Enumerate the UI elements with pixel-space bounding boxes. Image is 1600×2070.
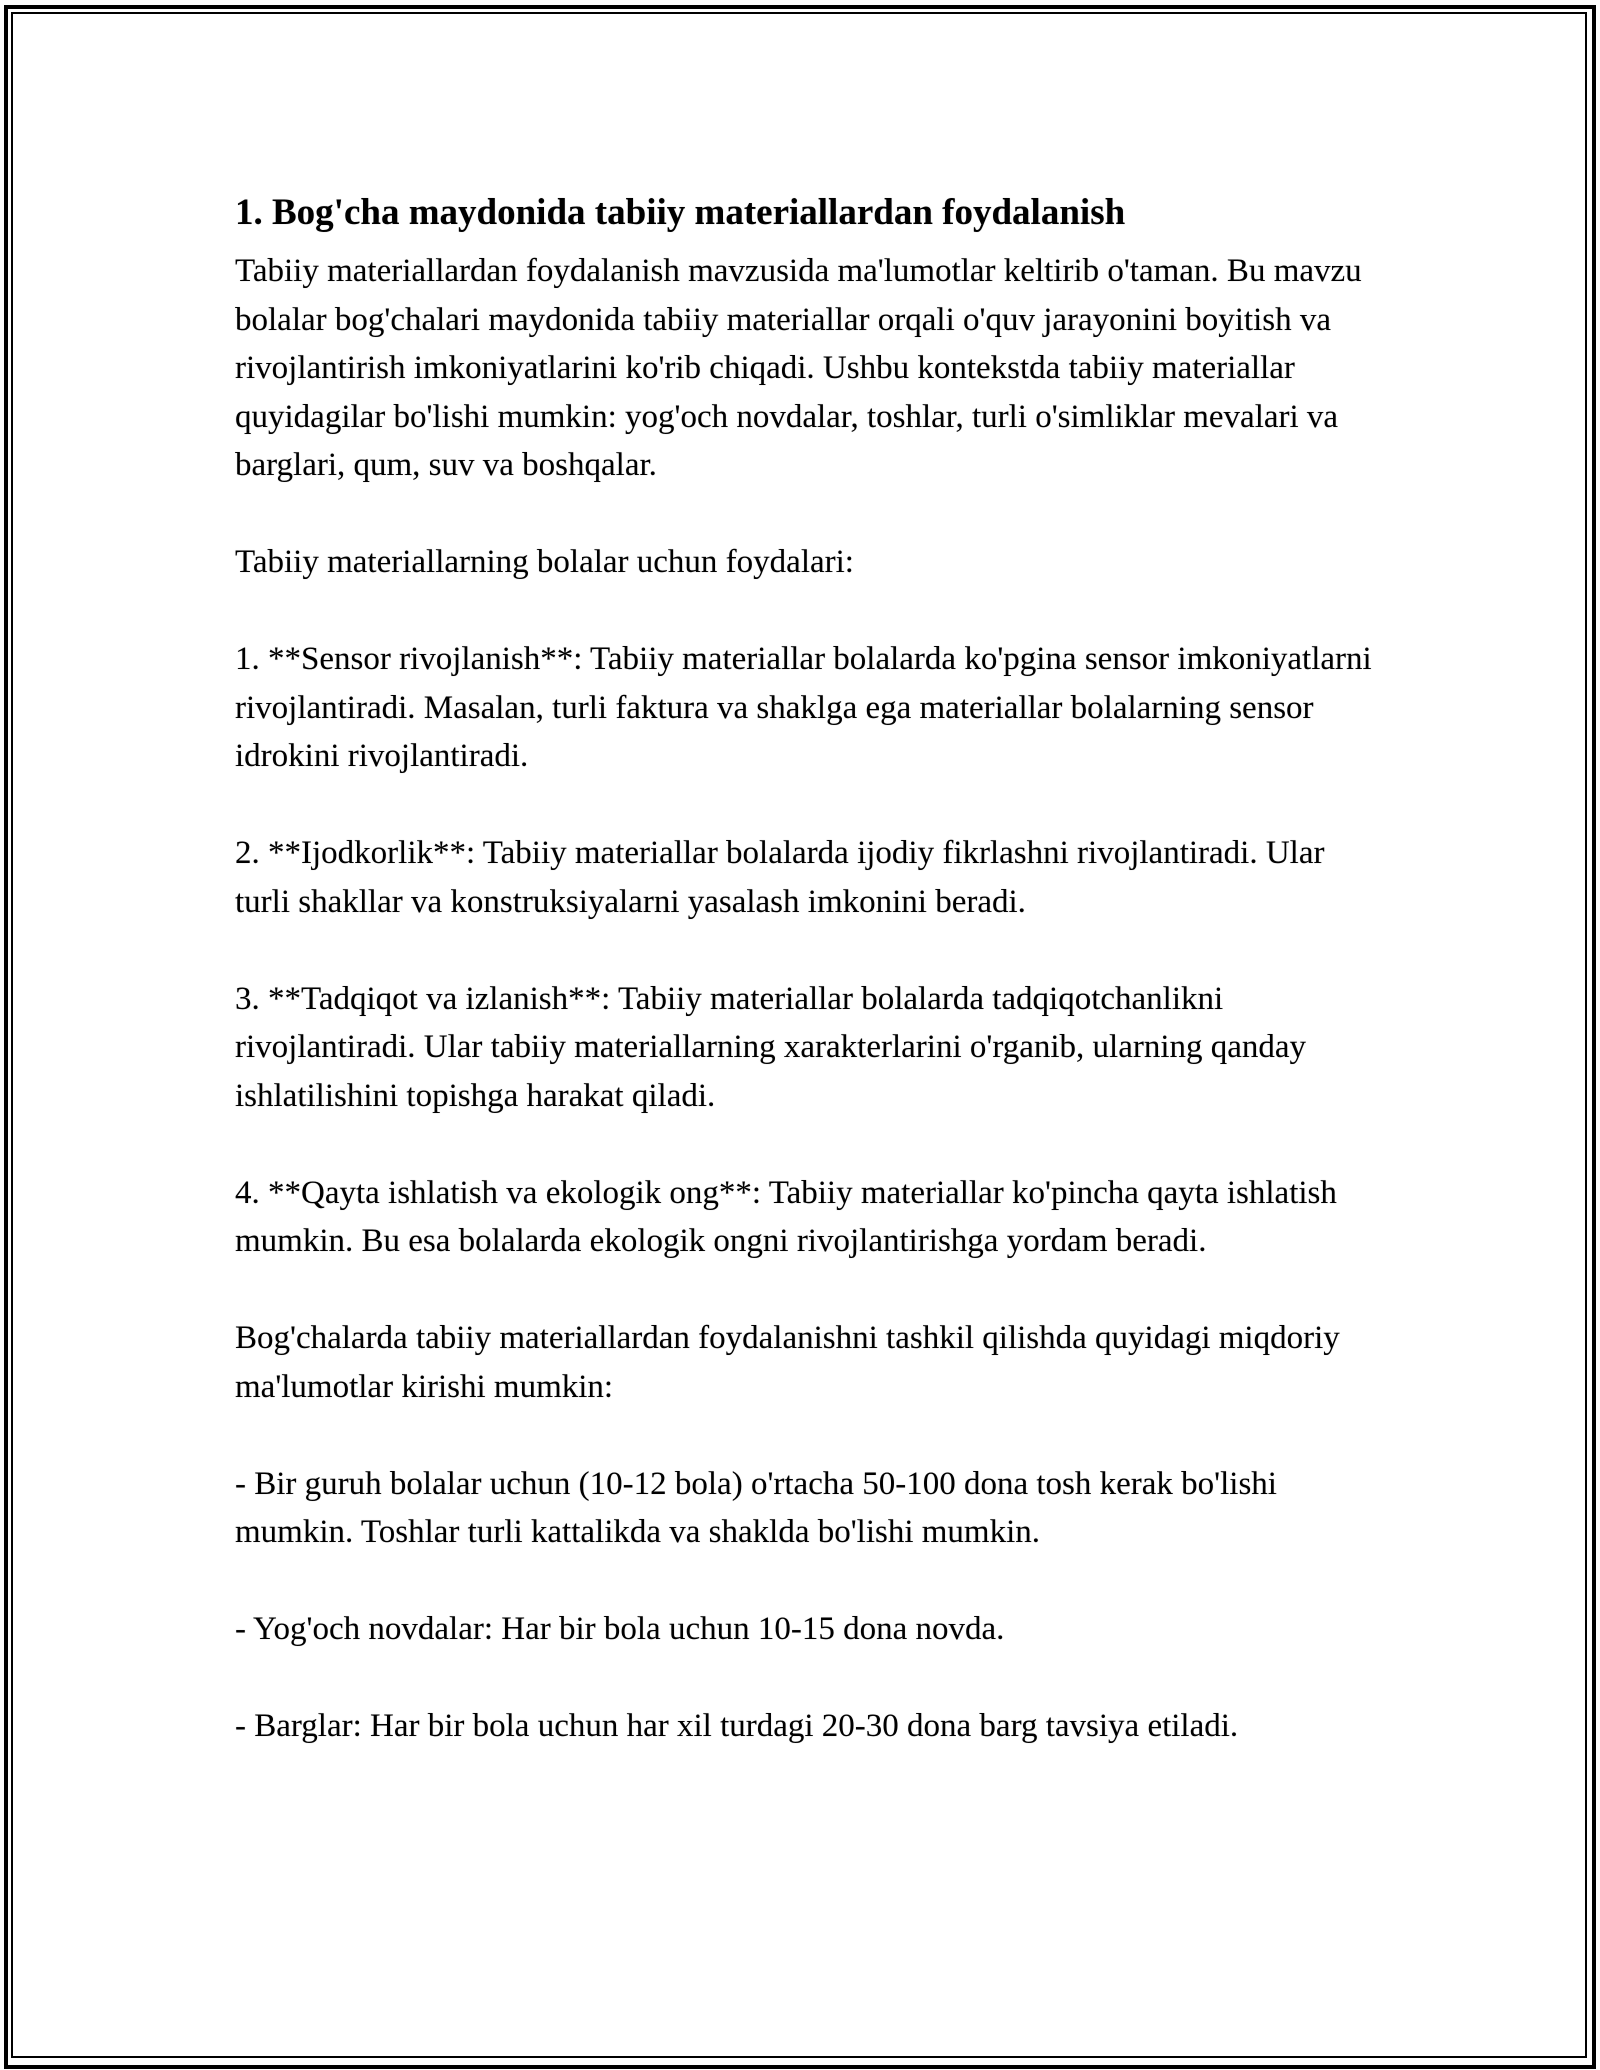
intro-paragraph: Tabiiy materiallardan foydalanish mavzusida ma'lumotlar keltirib o'taman. Bu mavzu bolalar bog'chalari maydonida tabiiy materiallar orqali o'quv jarayonini boyitish va rivojlantirish imkoniyatlarini ko'rib chiqadi. Ushbu kontekstda tabiiy materiallar quyidagilar bo'lishi mumkin: yog'och novdalar, toshlar, turli o'simliklar mevalari va barglari, qum, suv va boshqalar. (235, 253, 1362, 483)
document-title: 1. Bog'cha maydonida tabiiy materiallardan foydalanish (235, 192, 1126, 233)
quantity-stones: - Bir guruh bolalar uchun (10-12 bola) o'rtacha 50-100 dona tosh kerak bo'lishi mumkin. Toshlar turli kattalikda va shaklda bo'lishi mumkin. (235, 1465, 1277, 1550)
benefit-sensor: 1. **Sensor rivojlanish**: Tabiiy materiallar bolalarda ko'pgina sensor imkoniyatlarni rivojlantiradi. Masalan, turli faktura va shaklga ega materiallar bolalarning sensor idrokini rivojlantiradi. (235, 641, 1372, 774)
quantity-sticks: - Yog'och novdalar: Har bir bola uchun 10-15 dona novda. (235, 1611, 1005, 1647)
benefits-heading: Tabiiy materiallarning bolalar uchun foydalari: (235, 544, 854, 580)
benefit-research: 3. **Tadqiqot va izlanish**: Tabiiy materiallar bolalarda tadqiqotchanlikni rivojlantiradi. Ular tabiiy materiallarning xarakterlarini o'rganib, ularning qanday ishlatilishini topishga harakat qiladi. (235, 980, 1307, 1114)
quantities-intro: Bog'chalarda tabiiy materiallardan foydalanishni tashkil qilishda quyidagi miqdoriy ma'lumotlar kirishi mumkin: (235, 1320, 1340, 1405)
quantity-leaves: - Barglar: Har bir bola uchun har xil turdagi 20-30 dona barg tavsiya etiladi. (235, 1708, 1239, 1744)
benefit-recycling: 4. **Qayta ishlatish va ekologik ong**: Tabiiy materiallar ko'pincha qayta ishlatish mumkin. Bu esa bolalarda ekologik ongni rivojlantirishga yordam beradi. (235, 1174, 1337, 1259)
benefit-creativity: 2. **Ijodkorlik**: Tabiiy materiallar bolalarda ijodiy fikrlashni rivojlantiradi. Ular turli shakllar va konstruksiyalarni yasalash imkonini beradi. (235, 835, 1325, 920)
document-body (235, 185, 1385, 1799)
